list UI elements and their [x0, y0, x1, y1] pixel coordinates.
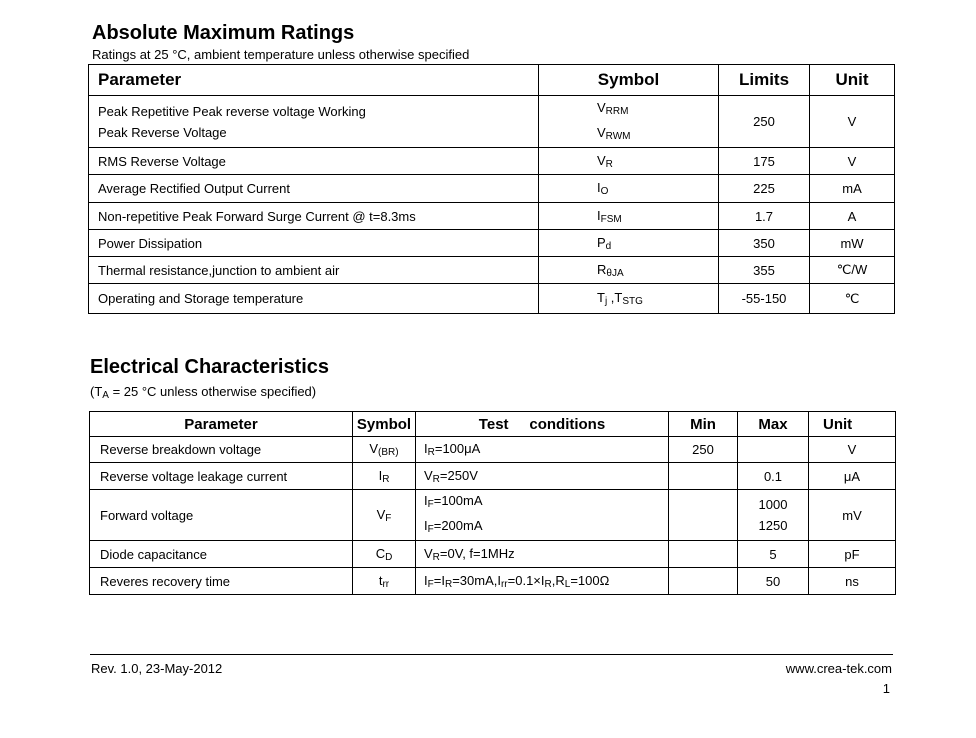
parameter-cell: Power Dissipation: [89, 230, 539, 257]
symbol-subscript: θJA: [606, 267, 624, 279]
symbol-subscript: d: [605, 240, 612, 252]
limit-cell: -55-150: [719, 284, 810, 314]
symbol-cell: [353, 437, 416, 463]
symbol-cell: [539, 284, 719, 314]
ec-title: Electrical Characteristics: [90, 356, 330, 378]
condition-text: =250V: [439, 467, 478, 483]
condition-cell: [416, 541, 669, 568]
limit-cell: 250: [719, 96, 810, 148]
table-row: [90, 463, 896, 490]
table-row: [89, 96, 895, 148]
parameter-cell: Operating and Storage temperature: [89, 284, 539, 314]
symbol-cell: [539, 257, 719, 284]
symbol-text: R: [597, 261, 607, 277]
symbol-text: T: [597, 290, 605, 305]
unit-cell: ℃: [810, 284, 895, 314]
condition-subscript: R: [544, 578, 552, 590]
limit-cell: 225: [719, 175, 810, 203]
table-row: [89, 175, 895, 203]
amr-header-symbol: Symbol: [539, 65, 719, 96]
symbol-text: V: [597, 99, 606, 115]
symbol-text: V: [376, 506, 386, 522]
parameter-cell: Diode capacitance: [90, 541, 353, 568]
condition-cell: [416, 568, 669, 595]
symbol-subscript: R: [605, 158, 613, 170]
symbol-cell: [353, 541, 416, 568]
table-row: [90, 490, 896, 541]
ec-table: [89, 411, 896, 595]
symbol-text: P: [597, 234, 606, 250]
ec-header-parameter: Parameter: [90, 412, 353, 437]
parameter-cell: Forward voltage: [90, 490, 353, 541]
unit-cell: ns: [809, 568, 896, 595]
unit-cell: V: [810, 96, 895, 148]
ec-header-max: Max: [738, 412, 809, 437]
unit-cell: mW: [810, 230, 895, 257]
symbol-cell: [353, 568, 416, 595]
min-cell: [669, 568, 738, 595]
symbol-text: I: [378, 467, 383, 483]
table-row: [89, 203, 895, 230]
condition-subscript: F: [427, 524, 434, 535]
condition-subscript: R: [432, 473, 440, 485]
symbol-cell: [353, 463, 416, 490]
ec-header-symbol: Symbol: [353, 412, 416, 437]
condition-text: =I: [433, 572, 445, 588]
condition-subscript: R: [444, 578, 453, 590]
parameter-cell: [89, 96, 539, 148]
min-cell: [669, 463, 738, 490]
condition-text: V: [424, 467, 433, 483]
max-cell: [738, 437, 809, 463]
condition-subscript: R: [432, 551, 440, 563]
ec-subtitle-text: = 25 °C unless otherwise specified): [108, 384, 317, 399]
limit-cell: 350: [719, 230, 810, 257]
parameter-cell: Reveres recovery time: [90, 568, 353, 595]
unit-cell: V: [810, 148, 895, 175]
footer-divider: [90, 654, 893, 655]
symbol-subscript: j: [604, 296, 608, 307]
condition-subscript: F: [427, 578, 434, 590]
condition-text: ,R: [551, 572, 565, 588]
unit-cell: mV: [809, 490, 896, 541]
unit-cell: pF: [809, 541, 896, 568]
parameter-cell: Reverse voltage leakage current: [90, 463, 353, 490]
condition-text: =100Ω: [570, 572, 610, 588]
symbol-subscript: RRM: [605, 105, 629, 117]
unit-cell: A: [810, 203, 895, 230]
min-cell: 250: [669, 437, 738, 463]
footer-revision: Rev. 1.0, 23-May-2012: [91, 661, 223, 676]
symbol-subscript: O: [600, 186, 609, 197]
condition-text: =0.1×I: [507, 572, 545, 588]
unit-cell: ℃/W: [810, 257, 895, 284]
symbol-text: t: [378, 572, 383, 588]
symbol-subscript: FSM: [600, 213, 622, 225]
symbol-subscript: D: [385, 551, 393, 563]
max-value: 1250: [758, 518, 788, 533]
condition-text: =100μA: [434, 441, 481, 456]
unit-cell: μA: [809, 463, 896, 490]
amr-title: Absolute Maximum Ratings: [92, 22, 355, 44]
min-cell: [669, 541, 738, 568]
parameter-cell: Average Rectified Output Current: [89, 175, 539, 203]
amr-header-limits: Limits: [719, 65, 810, 96]
condition-subscript: rr: [500, 578, 508, 590]
symbol-text: V: [369, 441, 379, 456]
condition-subscript: R: [427, 447, 435, 458]
symbol-text: V: [597, 124, 606, 140]
table-row: [89, 257, 895, 284]
parameter-cell: Reverse breakdown voltage: [90, 437, 353, 463]
unit-cell: mA: [810, 175, 895, 203]
symbol-subscript: R: [382, 473, 390, 485]
parameter-cell: Non-repetitive Peak Forward Surge Current @ t=8.3ms: [89, 203, 539, 230]
limit-cell: 1.7: [719, 203, 810, 230]
condition-text: I: [424, 493, 428, 508]
condition-subscript: F: [427, 499, 434, 510]
parameter-cell: Thermal resistance,junction to ambient air: [89, 257, 539, 284]
symbol-cell: [353, 490, 416, 541]
condition-text: I: [424, 441, 428, 456]
symbol-text: ,T: [607, 290, 623, 305]
table-row: [90, 541, 896, 568]
symbol-text: I: [597, 207, 601, 223]
min-cell: [669, 490, 738, 541]
condition-text: =0V, f=1MHz: [439, 545, 515, 561]
condition-text: V: [424, 545, 433, 561]
condition-cell: [416, 437, 669, 463]
symbol-subscript: RWM: [605, 130, 631, 142]
ec-header-test-conditions: Test conditions: [416, 412, 669, 437]
table-row: [89, 284, 895, 314]
footer-website[interactable]: www.crea-tek.com: [785, 661, 892, 676]
symbol-cell: [539, 230, 719, 257]
condition-text: =200mA: [433, 518, 483, 533]
ec-subtitle: [90, 384, 316, 401]
limit-cell: 175: [719, 148, 810, 175]
ec-subtitle-subscript: A: [102, 390, 109, 401]
symbol-text: V: [597, 152, 606, 168]
page-number: 1: [882, 681, 890, 696]
max-cell: 5: [738, 541, 809, 568]
ec-header-row: [90, 412, 896, 437]
parameter-cell: RMS Reverse Voltage: [89, 148, 539, 175]
condition-cell: [416, 490, 669, 541]
unit-cell: V: [809, 437, 896, 463]
ec-header-min: Min: [669, 412, 738, 437]
symbol-cell: [539, 148, 719, 175]
symbol-text: I: [597, 180, 601, 195]
symbol-cell: [539, 96, 719, 148]
limit-cell: 355: [719, 257, 810, 284]
max-cell: 0.1: [738, 463, 809, 490]
symbol-subscript: F: [385, 512, 392, 524]
max-cell: [738, 490, 809, 541]
parameter-line: Peak Reverse Voltage: [98, 124, 227, 140]
amr-header-row: [89, 65, 895, 96]
table-row: [90, 437, 896, 463]
condition-subscript: L: [564, 578, 571, 590]
amr-header-parameter: Parameter: [89, 65, 539, 96]
condition-cell: [416, 463, 669, 490]
max-cell: 50: [738, 568, 809, 595]
max-value: 1000: [758, 497, 788, 512]
amr-subtitle: Ratings at 25 °C, ambient temperature unless otherwise specified: [92, 47, 470, 62]
table-row: [89, 230, 895, 257]
condition-text: =30mA,I: [452, 572, 501, 588]
ec-header-unit: Unit: [809, 412, 896, 437]
condition-text: I: [424, 572, 428, 588]
amr-header-unit: Unit: [810, 65, 895, 96]
symbol-subscript: rr: [382, 578, 390, 590]
table-row: [90, 568, 896, 595]
amr-table: [88, 64, 895, 314]
symbol-subscript: (BR): [378, 447, 399, 458]
symbol-subscript: STG: [622, 296, 643, 307]
condition-text: I: [424, 518, 428, 533]
symbol-cell: [539, 203, 719, 230]
parameter-line: Peak Repetitive Peak reverse voltage Working: [98, 103, 366, 119]
table-row: [89, 148, 895, 175]
symbol-cell: [539, 175, 719, 203]
condition-text: =100mA: [433, 493, 483, 508]
ec-subtitle-text: (T: [90, 384, 103, 399]
symbol-text: C: [375, 545, 386, 561]
